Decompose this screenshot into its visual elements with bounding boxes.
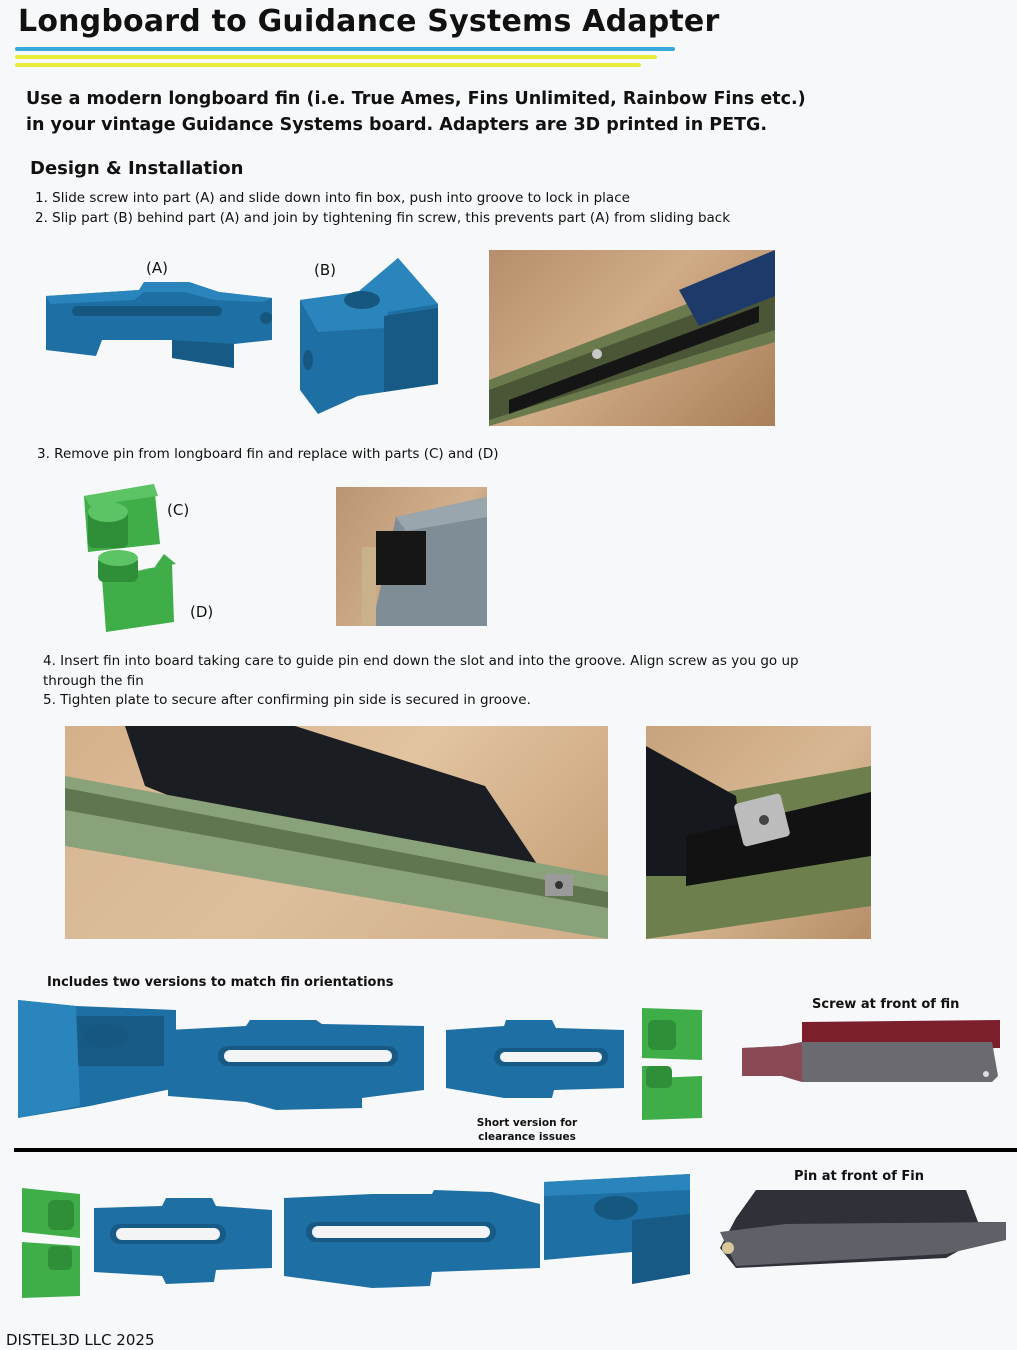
step-1: 1. Slide screw into part (A) and slide down into fin box, push into groove to lock in place [35, 190, 630, 206]
intro-line-2: in your vintage Guidance Systems board. Adapters are 3D printed in PETG. [26, 115, 768, 135]
version-2-part-a-render [282, 1190, 544, 1290]
version-1-part-b-render [16, 996, 168, 1120]
page-title: Longboard to Guidance Systems Adapter [18, 4, 720, 39]
part-c-label: (C) [167, 501, 190, 519]
intro-text [26, 86, 806, 138]
intro-line-1: Use a modern longboard fin (i.e. True Ames, Fins Unlimited, Rainbow Fins etc.) [26, 89, 806, 109]
steps-1-2 [35, 189, 730, 228]
footer-copyright: DISTEL3D LLC 2025 [6, 1331, 155, 1349]
part-a-render [44, 278, 274, 378]
step-3: 3. Remove pin from longboard fin and replace with parts (C) and (D) [37, 446, 499, 462]
title-underline-blue [15, 47, 675, 51]
fin-pin-front-render [716, 1188, 1010, 1270]
section-heading: Design & Installation [30, 158, 244, 179]
part-c-render [80, 482, 164, 556]
part-b-label: (B) [314, 261, 336, 279]
short-version-note-line-1: Short version for [476, 1117, 578, 1129]
short-version-note [472, 1116, 582, 1144]
version-1-parts-cd-render [640, 1004, 706, 1122]
pin-front-label: Pin at front of Fin [794, 1169, 924, 1184]
step-5: 5. Tighten plate to secure after confirming pin side is secured in groove. [43, 692, 531, 708]
step-4-line-2: through the fin [43, 672, 144, 689]
photo-fin-installed [65, 726, 608, 939]
part-a-label: (A) [146, 259, 168, 277]
photo-plate-closeup [646, 726, 871, 939]
version-1-short-part-render [444, 1018, 628, 1098]
screw-front-label: Screw at front of fin [812, 997, 960, 1012]
title-underline-yellow-2 [15, 63, 641, 67]
photo-fin-pin-part [336, 487, 487, 626]
step-4-line-1: 4. Insert fin into board taking care to guide pin end down the slot and into the groove. Align screw as you go up [43, 653, 799, 669]
part-d-render [94, 550, 182, 634]
photo-finbox-installed [489, 250, 775, 426]
title-underline-yellow-1 [15, 55, 657, 59]
divider-line [14, 1148, 1017, 1152]
short-version-note-line-2: clearance issues [478, 1131, 576, 1143]
version-1-part-a-render [166, 1018, 428, 1112]
version-2-short-part-render [92, 1196, 276, 1286]
fin-screw-front-render [742, 1018, 1002, 1088]
part-d-label: (D) [190, 603, 214, 621]
part-b-render [298, 256, 440, 416]
version-2-parts-cd-render [20, 1186, 84, 1302]
version-2-part-b-render [542, 1170, 694, 1286]
steps-4-5 [43, 652, 799, 711]
step-2: 2. Slip part (B) behind part (A) and join by tightening fin screw, this prevents part (A) from sliding back [35, 209, 731, 226]
versions-heading: Includes two versions to match fin orientations [47, 975, 394, 990]
